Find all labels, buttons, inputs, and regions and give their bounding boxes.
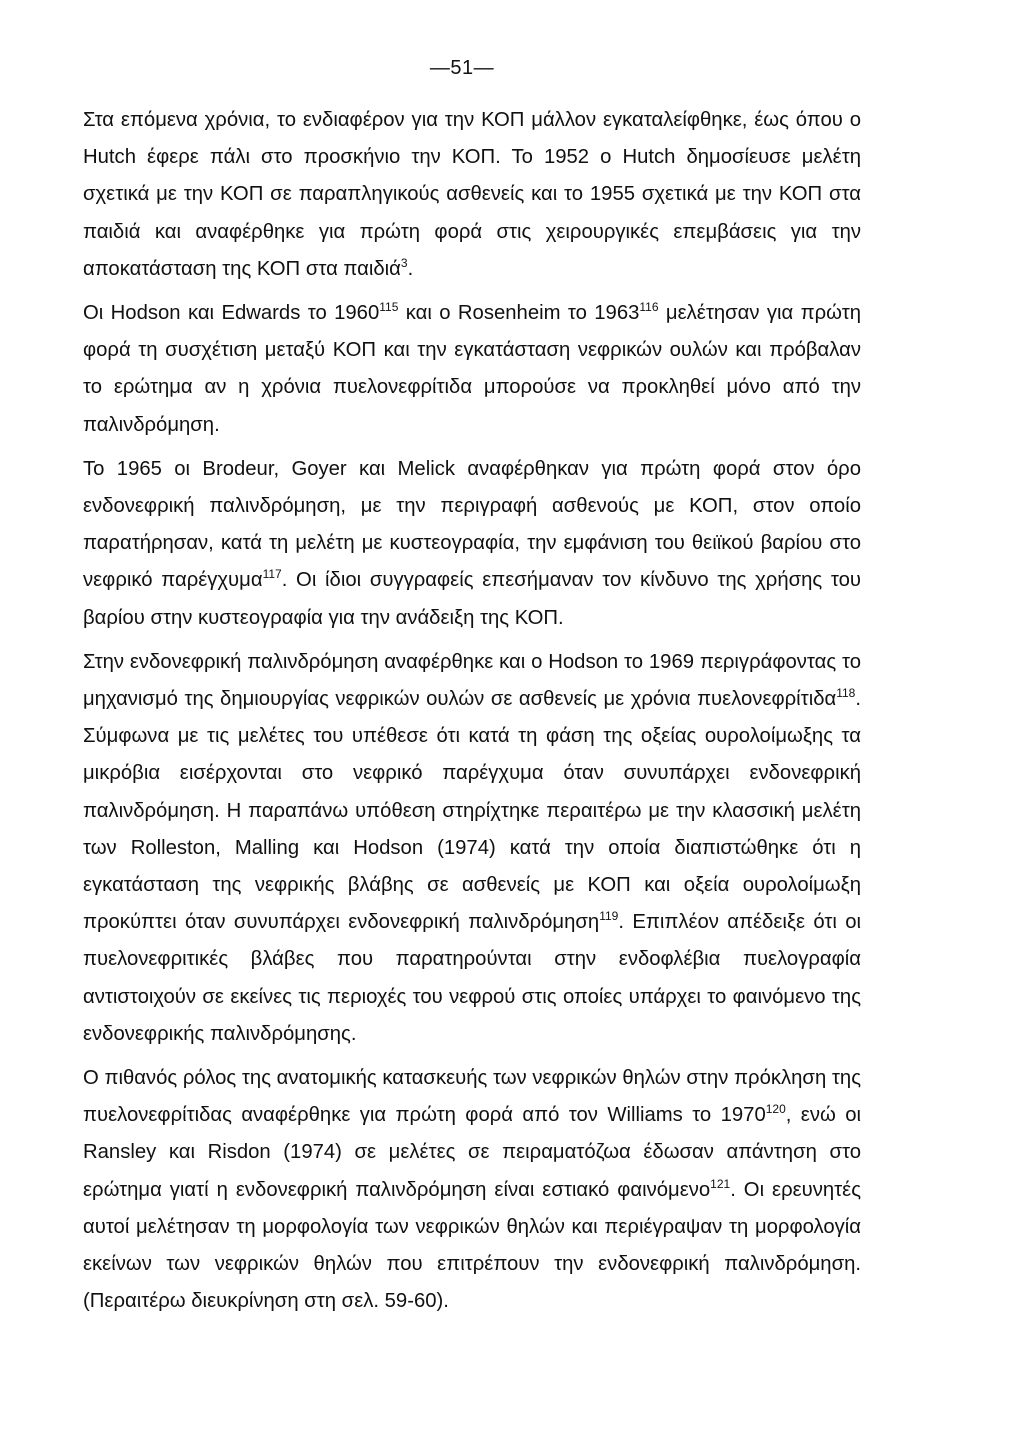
text-run: , ενώ οι Ransley και Risdon (1974) σε μελέτες σε πειραματόζωα έδωσαν απάντηση στο ερώτημα γιατί η ενδονεφρική παλινδρόμηση είναι εστιακό φαινόμενο xyxy=(83,1104,861,1201)
text-run: . Οι ερευνητές αυτοί μελέτησαν τη μορφολογία των νεφρικών θηλών και περιέγραψαν τη μορφολογία εκείνων των νεφρικών θηλών που επιτρέπουν την ενδονεφρική παλινδρόμηση. (Περαιτέρω διευκρίνηση στη σελ. 59-60). xyxy=(83,1178,861,1313)
text-run: Ο πιθανός ρόλος της ανατομικής κατασκευής των νεφρικών θηλών στην πρόκληση της πυελονεφρίτιδας αναφέρθηκε για πρώτη φορά από τον Williams το 1970 xyxy=(83,1067,861,1127)
page-number: —51— xyxy=(429,57,495,79)
text-run: μελέτησαν για πρώτη φορά τη συσχέτιση μεταξύ ΚΟΠ και την εγκατάσταση νεφρικών ουλών και πρόβαλαν το ερώτημα αν η χρόνια πυελονεφρίτιδα μπορούσε να προκληθεί μόνο από την παλινδρόμηση. xyxy=(83,302,861,436)
text-run: . Οι ίδιοι συγγραφείς επεσήμαναν τον κίνδυνο της χρήσης του βαρίου στην κυστεογραφία για την ανάδειξη της ΚΟΠ. xyxy=(83,569,861,629)
footnote-ref: 3 xyxy=(400,255,408,270)
text-run: Στα επόμενα χρόνια, το ενδιαφέρον για την ΚΟΠ μάλλον εγκαταλείφθηκε, έως όπου ο Hutch έφερε πάλι στο προσκήνιο την ΚΟΠ. Το 1952 ο Hutch δημοσίευσε μελέτη σχετικά με την ΚΟΠ σε παραπληγικούς ασθενείς και το 1955 σχετικά με την ΚΟΠ στα παιδιά και αναφέρθηκε για πρώτη φορά στις χειρουργικές επεμβάσεις για την αποκατάσταση της ΚΟΠ στα παιδιά xyxy=(83,109,861,280)
footnote-ref: 121 xyxy=(710,1176,731,1191)
paragraph xyxy=(83,451,861,637)
paragraph xyxy=(83,644,861,1053)
footnote-ref: 116 xyxy=(639,300,659,315)
footnote-ref: 118 xyxy=(836,686,856,701)
footnote-ref: 115 xyxy=(379,300,399,315)
paragraph xyxy=(83,102,861,288)
text-run: Οι Hodson και Edwards το 1960 xyxy=(83,302,380,325)
body-text xyxy=(83,102,861,1328)
text-run: . xyxy=(407,257,414,280)
paragraph xyxy=(83,295,861,444)
text-run: και ο Rosenheim το 1963 xyxy=(398,302,640,325)
footnote-ref: 117 xyxy=(262,567,282,582)
text-run: Το 1965 οι Brodeur, Goyer και Melick αναφέρθηκαν για πρώτη φορά στον όρο ενδονεφρική παλινδρόμηση, με την περιγραφή ασθενούς με ΚΟΠ, στον οποίο παρατήρησαν, κατά τη μελέτη με κυστεογραφία, την εμφάνιση του θειϊκού βαρίου στο νεφρικό παρέγχυμα xyxy=(83,457,861,592)
footnote-ref: 120 xyxy=(765,1102,786,1117)
footnote-ref: 119 xyxy=(599,909,619,924)
text-run: Στην ενδονεφρική παλινδρόμηση αναφέρθηκε και ο Hodson το 1969 περιγράφοντας το μηχανισμό της δημιουργίας νεφρικών ουλών σε ασθενείς με χρόνια πυελονεφρίτιδα xyxy=(83,650,861,711)
text-run: . Επιπλέον απέδειξε ότι οι πυελονεφριτικές βλάβες που παρατηρούνται στην ενδοφλέβια πυελογραφία αντιστοιχούν σε εκείνες τις περιοχές του νεφρού στις οποίες υπάρχει το φαινόμενο της ενδονεφρικής παλινδρόμησης. xyxy=(83,911,861,1045)
text-run: . Σύμφωνα με τις μελέτες του υπέθεσε ότι κατά τη φάση της οξείας ουρολοίμωξης τα μικρόβια εισέρχονται στο νεφρικό παρέγχυμα όταν συνυπάρχει ενδονεφρική παλινδρόμηση. Η παραπάνω υπόθεση στηρίχτηκε περαιτέρω με την κλασσική μελέτη των Rolleston, Malling και Hodson (1974) κατά την οποία διαπιστώθηκε ότι η εγκατάσταση της νεφρικής βλάβης σε ασθενείς με ΚΟΠ και οξεία ουρολοίμωξη προκύπτει όταν συνυπάρχει ενδονεφρική παλινδρόμηση xyxy=(83,688,861,934)
paragraph xyxy=(83,1060,861,1320)
